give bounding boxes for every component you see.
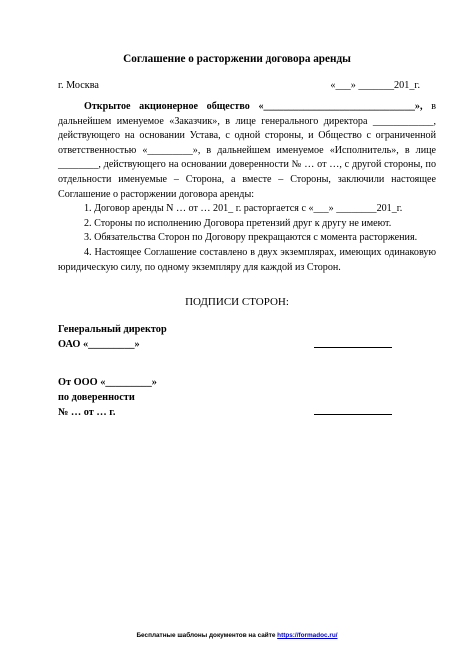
clause-3: 3. Обязательства Сторон по Договору прекращаются с момента расторжения. — [84, 232, 418, 244]
clause-1: 1. Договор аренды N … от … 201_ г. расторгается с «___» ________201_г. — [84, 203, 403, 215]
city: г. Москва — [58, 80, 99, 91]
footer — [0, 632, 474, 639]
document-title: Соглашение о расторжении договора аренды — [123, 53, 351, 65]
party2-authority: по доверенности — [58, 392, 135, 403]
clause-2: 2. Стороны по исполнению Договора претензий друг к другу не имеют. — [84, 217, 392, 229]
agreement-body — [58, 100, 436, 275]
party2-power-of-attorney: № … от … г. — [58, 407, 116, 418]
party2-org: От ООО «_________» — [58, 377, 157, 388]
footer-link[interactable]: https://formadoc.ru/ — [277, 632, 338, 639]
signatures-heading: ПОДПИСИ СТОРОН: — [185, 296, 289, 308]
party1-org: ОАО «_________» — [58, 339, 140, 350]
clause-4: 4. Настоящее Соглашение составлено в двух экземплярах, имеющих одинаковую юридическую силу, по одному экземпляру для каждой из Сторон. — [58, 246, 436, 273]
preamble-text: в дальнейшем именуемое «Заказчик», в лице генерального директора ____________, действующего на основании Устава, с одной стороны, и Общество с ограниченной ответственностью «_________», в дальнейшем именуемое «Исполнитель», в лице ________, действующего на основании доверенности № … от …, с другой стороны, по отдельности именуемые – Сторона, а вместе – Стороны, заключили настоящее Соглашение о расторжении договора аренды: — [58, 101, 436, 200]
party1-signature-line — [314, 347, 392, 348]
date: «___» _______201_г. — [330, 80, 420, 91]
party1-title: Генеральный директор — [58, 324, 167, 335]
preamble-paragraph — [58, 100, 436, 202]
footer-text: Бесплатные шаблоны документов на сайте — [136, 632, 276, 639]
party2-signature-line — [314, 414, 392, 415]
preamble-lead: Открытое акционерное общество «______________________________», — [84, 101, 423, 112]
